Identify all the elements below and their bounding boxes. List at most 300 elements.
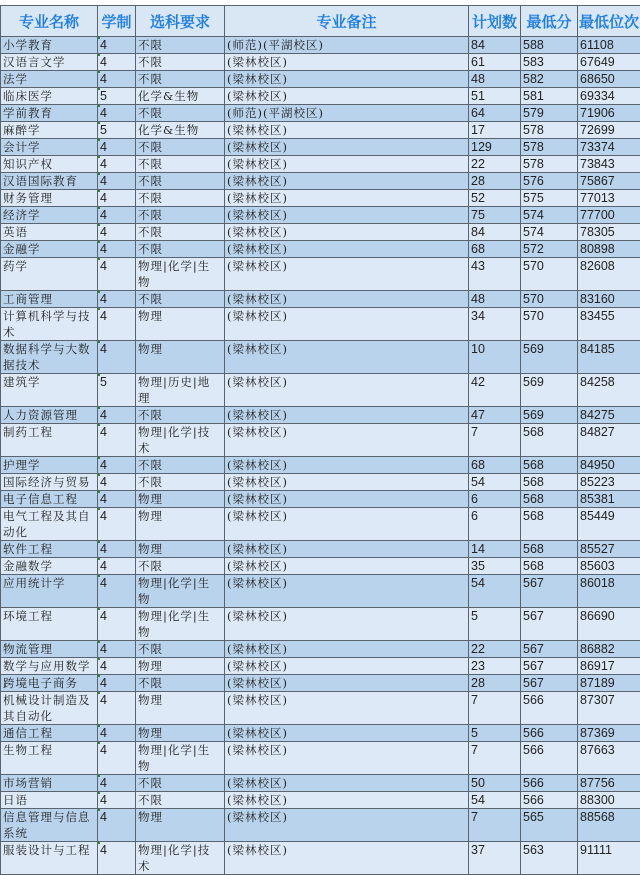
duration-cell: 5 xyxy=(98,374,136,407)
header-major-name: 专业名称 xyxy=(1,6,98,37)
major-name-cell: 麻醉学 xyxy=(1,122,98,139)
major-note-cell: (梁林校区) xyxy=(225,190,469,207)
min-rank-cell: 67649 xyxy=(578,54,640,71)
table-row xyxy=(1,675,640,692)
plan-count-cell: 28 xyxy=(469,675,521,692)
major-note-cell: (梁林校区) xyxy=(225,742,469,775)
min-score-cell: 569 xyxy=(521,341,578,374)
plan-count-cell: 54 xyxy=(469,575,521,608)
major-name-cell: 电气工程及其自动化 xyxy=(1,508,98,541)
subject-requirement-cell: 不限 xyxy=(136,457,225,474)
header-subject-requirement: 选科要求 xyxy=(136,6,225,37)
header-major-note: 专业备注 xyxy=(225,6,469,37)
table-row xyxy=(1,742,640,775)
duration-cell: 4 xyxy=(98,474,136,491)
table-row xyxy=(1,641,640,658)
subject-requirement-cell: 不限 xyxy=(136,105,225,122)
min-score-cell: 574 xyxy=(521,207,578,224)
min-rank-cell: 87756 xyxy=(578,775,640,792)
min-score-cell: 567 xyxy=(521,575,578,608)
plan-count-cell: 47 xyxy=(469,407,521,424)
duration-cell: 4 xyxy=(98,241,136,258)
min-rank-cell: 84827 xyxy=(578,424,640,457)
plan-count-cell: 84 xyxy=(469,37,521,54)
plan-count-cell: 23 xyxy=(469,658,521,675)
min-score-cell: 566 xyxy=(521,742,578,775)
duration-cell: 4 xyxy=(98,575,136,608)
subject-requirement-cell: 不限 xyxy=(136,558,225,575)
major-name-cell: 人力资源管理 xyxy=(1,407,98,424)
table-row xyxy=(1,37,640,54)
table-row xyxy=(1,258,640,291)
subject-requirement-cell: 不限 xyxy=(136,71,225,88)
major-note-cell: (梁林校区) xyxy=(225,207,469,224)
subject-requirement-cell: 物理 xyxy=(136,658,225,675)
major-note-cell: (梁林校区) xyxy=(225,558,469,575)
subject-requirement-cell: 不限 xyxy=(136,139,225,156)
min-score-cell: 566 xyxy=(521,775,578,792)
table-row xyxy=(1,558,640,575)
major-note-cell: (梁林校区) xyxy=(225,474,469,491)
plan-count-cell: 14 xyxy=(469,541,521,558)
plan-count-cell: 64 xyxy=(469,105,521,122)
duration-cell: 4 xyxy=(98,491,136,508)
min-score-cell: 567 xyxy=(521,658,578,675)
major-note-cell: (梁林校区) xyxy=(225,575,469,608)
plan-count-cell: 37 xyxy=(469,842,521,875)
table-row xyxy=(1,842,640,875)
table-row xyxy=(1,139,640,156)
major-name-cell: 小学教育 xyxy=(1,37,98,54)
subject-requirement-cell: 不限 xyxy=(136,641,225,658)
admission-scores-table xyxy=(0,5,640,875)
min-score-cell: 563 xyxy=(521,842,578,875)
duration-cell: 4 xyxy=(98,792,136,809)
min-score-cell: 570 xyxy=(521,291,578,308)
min-rank-cell: 88568 xyxy=(578,809,640,842)
major-name-cell: 日语 xyxy=(1,792,98,809)
major-note-cell: (梁林校区) xyxy=(225,122,469,139)
min-rank-cell: 83160 xyxy=(578,291,640,308)
duration-cell: 4 xyxy=(98,742,136,775)
duration-cell: 4 xyxy=(98,775,136,792)
min-rank-cell: 85381 xyxy=(578,491,640,508)
major-name-cell: 软件工程 xyxy=(1,541,98,558)
duration-cell: 4 xyxy=(98,258,136,291)
duration-cell: 4 xyxy=(98,541,136,558)
table-row xyxy=(1,407,640,424)
duration-cell: 4 xyxy=(98,424,136,457)
min-score-cell: 575 xyxy=(521,190,578,207)
min-score-cell: 582 xyxy=(521,71,578,88)
major-note-cell: (师范)(平湖校区) xyxy=(225,105,469,122)
table-row xyxy=(1,658,640,675)
major-note-cell: (梁林校区) xyxy=(225,792,469,809)
duration-cell: 4 xyxy=(98,54,136,71)
min-score-cell: 566 xyxy=(521,792,578,809)
subject-requirement-cell: 物理 xyxy=(136,341,225,374)
min-rank-cell: 77700 xyxy=(578,207,640,224)
duration-cell: 4 xyxy=(98,341,136,374)
plan-count-cell: 7 xyxy=(469,742,521,775)
subject-requirement-cell: 物理 xyxy=(136,308,225,341)
min-score-cell: 583 xyxy=(521,54,578,71)
table-row xyxy=(1,88,640,105)
major-name-cell: 法学 xyxy=(1,71,98,88)
plan-count-cell: 48 xyxy=(469,291,521,308)
plan-count-cell: 51 xyxy=(469,88,521,105)
min-rank-cell: 88300 xyxy=(578,792,640,809)
table-row xyxy=(1,575,640,608)
subject-requirement-cell: 不限 xyxy=(136,173,225,190)
subject-requirement-cell: 物理 xyxy=(136,541,225,558)
duration-cell: 4 xyxy=(98,508,136,541)
table-row xyxy=(1,541,640,558)
min-score-cell: 568 xyxy=(521,474,578,491)
duration-cell: 4 xyxy=(98,725,136,742)
min-rank-cell: 87189 xyxy=(578,675,640,692)
header-min-score: 最低分 xyxy=(521,6,578,37)
plan-count-cell: 34 xyxy=(469,308,521,341)
table-row xyxy=(1,775,640,792)
plan-count-cell: 17 xyxy=(469,122,521,139)
major-name-cell: 国际经济与贸易 xyxy=(1,474,98,491)
major-name-cell: 工商管理 xyxy=(1,291,98,308)
major-note-cell: (梁林校区) xyxy=(225,54,469,71)
major-name-cell: 学前教育 xyxy=(1,105,98,122)
subject-requirement-cell: 化学&生物 xyxy=(136,88,225,105)
table-row xyxy=(1,190,640,207)
min-rank-cell: 85223 xyxy=(578,474,640,491)
major-note-cell: (梁林校区) xyxy=(225,675,469,692)
plan-count-cell: 6 xyxy=(469,508,521,541)
subject-requirement-cell: 物理|历史|地理 xyxy=(136,374,225,407)
min-score-cell: 566 xyxy=(521,692,578,725)
min-rank-cell: 86882 xyxy=(578,641,640,658)
major-note-cell: (梁林校区) xyxy=(225,156,469,173)
major-note-cell: (梁林校区) xyxy=(225,842,469,875)
min-score-cell: 578 xyxy=(521,156,578,173)
min-score-cell: 572 xyxy=(521,241,578,258)
plan-count-cell: 129 xyxy=(469,139,521,156)
major-note-cell: (梁林校区) xyxy=(225,341,469,374)
duration-cell: 5 xyxy=(98,88,136,105)
table-row xyxy=(1,122,640,139)
subject-requirement-cell: 物理|化学|生物 xyxy=(136,608,225,641)
major-name-cell: 机械设计制造及其自动化 xyxy=(1,692,98,725)
min-score-cell: 568 xyxy=(521,424,578,457)
major-name-cell: 金融数学 xyxy=(1,558,98,575)
min-score-cell: 570 xyxy=(521,308,578,341)
min-rank-cell: 86690 xyxy=(578,608,640,641)
plan-count-cell: 7 xyxy=(469,809,521,842)
subject-requirement-cell: 不限 xyxy=(136,190,225,207)
min-score-cell: 568 xyxy=(521,541,578,558)
min-rank-cell: 82608 xyxy=(578,258,640,291)
plan-count-cell: 7 xyxy=(469,424,521,457)
major-note-cell: (师范)(平湖校区) xyxy=(225,37,469,54)
min-score-cell: 568 xyxy=(521,491,578,508)
duration-cell: 5 xyxy=(98,122,136,139)
duration-cell: 4 xyxy=(98,641,136,658)
major-note-cell: (梁林校区) xyxy=(225,374,469,407)
table-row xyxy=(1,341,640,374)
subject-requirement-cell: 不限 xyxy=(136,156,225,173)
major-note-cell: (梁林校区) xyxy=(225,541,469,558)
subject-requirement-cell: 物理 xyxy=(136,809,225,842)
plan-count-cell: 68 xyxy=(469,457,521,474)
major-name-cell: 护理学 xyxy=(1,457,98,474)
subject-requirement-cell: 不限 xyxy=(136,224,225,241)
min-score-cell: 578 xyxy=(521,122,578,139)
table-row xyxy=(1,54,640,71)
major-note-cell: (梁林校区) xyxy=(225,658,469,675)
table-row xyxy=(1,608,640,641)
min-rank-cell: 84258 xyxy=(578,374,640,407)
min-score-cell: 574 xyxy=(521,224,578,241)
header-min-rank: 最低位次 xyxy=(578,6,640,37)
major-name-cell: 会计学 xyxy=(1,139,98,156)
plan-count-cell: 7 xyxy=(469,692,521,725)
header-plan-count: 计划数 xyxy=(469,6,521,37)
plan-count-cell: 6 xyxy=(469,491,521,508)
major-note-cell: (梁林校区) xyxy=(225,457,469,474)
duration-cell: 4 xyxy=(98,558,136,575)
min-rank-cell: 87369 xyxy=(578,725,640,742)
major-name-cell: 通信工程 xyxy=(1,725,98,742)
min-rank-cell: 75867 xyxy=(578,173,640,190)
major-note-cell: (梁林校区) xyxy=(225,491,469,508)
min-score-cell: 567 xyxy=(521,641,578,658)
duration-cell: 4 xyxy=(98,224,136,241)
major-note-cell: (梁林校区) xyxy=(225,775,469,792)
major-name-cell: 财务管理 xyxy=(1,190,98,207)
table-row xyxy=(1,725,640,742)
plan-count-cell: 22 xyxy=(469,156,521,173)
min-score-cell: 567 xyxy=(521,608,578,641)
major-name-cell: 经济学 xyxy=(1,207,98,224)
plan-count-cell: 5 xyxy=(469,608,521,641)
header-duration: 学制 xyxy=(98,6,136,37)
major-name-cell: 生物工程 xyxy=(1,742,98,775)
major-name-cell: 金融学 xyxy=(1,241,98,258)
major-note-cell: (梁林校区) xyxy=(225,308,469,341)
table-row xyxy=(1,173,640,190)
table-row xyxy=(1,424,640,457)
major-note-cell: (梁林校区) xyxy=(225,71,469,88)
plan-count-cell: 5 xyxy=(469,725,521,742)
min-rank-cell: 84950 xyxy=(578,457,640,474)
min-score-cell: 568 xyxy=(521,508,578,541)
table-row xyxy=(1,156,640,173)
major-note-cell: (梁林校区) xyxy=(225,224,469,241)
major-name-cell: 建筑学 xyxy=(1,374,98,407)
major-note-cell: (梁林校区) xyxy=(225,424,469,457)
subject-requirement-cell: 不限 xyxy=(136,54,225,71)
min-rank-cell: 78305 xyxy=(578,224,640,241)
duration-cell: 4 xyxy=(98,173,136,190)
plan-count-cell: 50 xyxy=(469,775,521,792)
min-score-cell: 566 xyxy=(521,725,578,742)
duration-cell: 4 xyxy=(98,139,136,156)
subject-requirement-cell: 物理|化学|生物 xyxy=(136,258,225,291)
min-score-cell: 569 xyxy=(521,407,578,424)
subject-requirement-cell: 不限 xyxy=(136,775,225,792)
min-score-cell: 570 xyxy=(521,258,578,291)
plan-count-cell: 84 xyxy=(469,224,521,241)
table-row xyxy=(1,457,640,474)
min-rank-cell: 73843 xyxy=(578,156,640,173)
duration-cell: 4 xyxy=(98,675,136,692)
major-note-cell: (梁林校区) xyxy=(225,88,469,105)
subject-requirement-cell: 化学&生物 xyxy=(136,122,225,139)
min-rank-cell: 84185 xyxy=(578,341,640,374)
min-rank-cell: 87307 xyxy=(578,692,640,725)
table-row xyxy=(1,692,640,725)
plan-count-cell: 43 xyxy=(469,258,521,291)
major-note-cell: (梁林校区) xyxy=(225,809,469,842)
subject-requirement-cell: 不限 xyxy=(136,474,225,491)
subject-requirement-cell: 物理|化学|生物 xyxy=(136,575,225,608)
table-row xyxy=(1,241,640,258)
duration-cell: 4 xyxy=(98,457,136,474)
major-name-cell: 知识产权 xyxy=(1,156,98,173)
min-rank-cell: 91111 xyxy=(578,842,640,875)
subject-requirement-cell: 物理|化学|技术 xyxy=(136,424,225,457)
min-rank-cell: 87663 xyxy=(578,742,640,775)
subject-requirement-cell: 不限 xyxy=(136,291,225,308)
subject-requirement-cell: 物理 xyxy=(136,692,225,725)
duration-cell: 4 xyxy=(98,809,136,842)
major-name-cell: 信息管理与信息系统 xyxy=(1,809,98,842)
duration-cell: 4 xyxy=(98,37,136,54)
min-rank-cell: 69334 xyxy=(578,88,640,105)
major-name-cell: 跨境电子商务 xyxy=(1,675,98,692)
min-score-cell: 569 xyxy=(521,374,578,407)
plan-count-cell: 68 xyxy=(469,241,521,258)
duration-cell: 4 xyxy=(98,692,136,725)
table-row xyxy=(1,809,640,842)
major-name-cell: 环境工程 xyxy=(1,608,98,641)
min-score-cell: 581 xyxy=(521,88,578,105)
duration-cell: 4 xyxy=(98,71,136,88)
min-rank-cell: 83455 xyxy=(578,308,640,341)
table-row xyxy=(1,291,640,308)
plan-count-cell: 75 xyxy=(469,207,521,224)
major-name-cell: 电子信息工程 xyxy=(1,491,98,508)
header-row xyxy=(1,6,640,37)
major-name-cell: 数据科学与大数据技术 xyxy=(1,341,98,374)
plan-count-cell: 10 xyxy=(469,341,521,374)
plan-count-cell: 61 xyxy=(469,54,521,71)
table-row xyxy=(1,105,640,122)
plan-count-cell: 54 xyxy=(469,792,521,809)
subject-requirement-cell: 物理 xyxy=(136,491,225,508)
major-note-cell: (梁林校区) xyxy=(225,407,469,424)
major-note-cell: (梁林校区) xyxy=(225,241,469,258)
subject-requirement-cell: 不限 xyxy=(136,207,225,224)
major-name-cell: 临床医学 xyxy=(1,88,98,105)
major-name-cell: 计算机科学与技术 xyxy=(1,308,98,341)
major-note-cell: (梁林校区) xyxy=(225,139,469,156)
major-note-cell: (梁林校区) xyxy=(225,725,469,742)
min-rank-cell: 85449 xyxy=(578,508,640,541)
major-note-cell: (梁林校区) xyxy=(225,692,469,725)
subject-requirement-cell: 物理|化学|技术 xyxy=(136,842,225,875)
min-score-cell: 568 xyxy=(521,558,578,575)
duration-cell: 4 xyxy=(98,190,136,207)
subject-requirement-cell: 物理 xyxy=(136,725,225,742)
plan-count-cell: 48 xyxy=(469,71,521,88)
min-rank-cell: 68650 xyxy=(578,71,640,88)
table-row xyxy=(1,207,640,224)
major-name-cell: 英语 xyxy=(1,224,98,241)
duration-cell: 4 xyxy=(98,842,136,875)
major-note-cell: (梁林校区) xyxy=(225,641,469,658)
subject-requirement-cell: 不限 xyxy=(136,792,225,809)
subject-requirement-cell: 物理|化学|生物 xyxy=(136,742,225,775)
major-name-cell: 药学 xyxy=(1,258,98,291)
table-row xyxy=(1,474,640,491)
min-score-cell: 578 xyxy=(521,139,578,156)
min-rank-cell: 73374 xyxy=(578,139,640,156)
table-row xyxy=(1,792,640,809)
major-name-cell: 制药工程 xyxy=(1,424,98,457)
subject-requirement-cell: 不限 xyxy=(136,407,225,424)
plan-count-cell: 28 xyxy=(469,173,521,190)
min-score-cell: 567 xyxy=(521,675,578,692)
major-note-cell: (梁林校区) xyxy=(225,173,469,190)
table-row xyxy=(1,374,640,407)
min-score-cell: 579 xyxy=(521,105,578,122)
duration-cell: 4 xyxy=(98,308,136,341)
min-score-cell: 576 xyxy=(521,173,578,190)
table-row xyxy=(1,491,640,508)
duration-cell: 4 xyxy=(98,156,136,173)
subject-requirement-cell: 不限 xyxy=(136,37,225,54)
subject-requirement-cell: 不限 xyxy=(136,241,225,258)
duration-cell: 4 xyxy=(98,407,136,424)
major-name-cell: 服装设计与工程 xyxy=(1,842,98,875)
min-rank-cell: 85603 xyxy=(578,558,640,575)
plan-count-cell: 35 xyxy=(469,558,521,575)
table-row xyxy=(1,224,640,241)
min-rank-cell: 80898 xyxy=(578,241,640,258)
min-rank-cell: 61108 xyxy=(578,37,640,54)
table-row xyxy=(1,508,640,541)
table-row xyxy=(1,71,640,88)
min-rank-cell: 72699 xyxy=(578,122,640,139)
plan-count-cell: 54 xyxy=(469,474,521,491)
min-rank-cell: 77013 xyxy=(578,190,640,207)
duration-cell: 4 xyxy=(98,207,136,224)
major-name-cell: 数学与应用数学 xyxy=(1,658,98,675)
major-name-cell: 物流管理 xyxy=(1,641,98,658)
plan-count-cell: 22 xyxy=(469,641,521,658)
min-rank-cell: 84275 xyxy=(578,407,640,424)
major-name-cell: 市场营销 xyxy=(1,775,98,792)
min-rank-cell: 85527 xyxy=(578,541,640,558)
major-note-cell: (梁林校区) xyxy=(225,608,469,641)
subject-requirement-cell: 不限 xyxy=(136,675,225,692)
duration-cell: 4 xyxy=(98,291,136,308)
major-name-cell: 汉语国际教育 xyxy=(1,173,98,190)
major-note-cell: (梁林校区) xyxy=(225,291,469,308)
duration-cell: 4 xyxy=(98,608,136,641)
table-row xyxy=(1,308,640,341)
plan-count-cell: 52 xyxy=(469,190,521,207)
min-rank-cell: 86018 xyxy=(578,575,640,608)
